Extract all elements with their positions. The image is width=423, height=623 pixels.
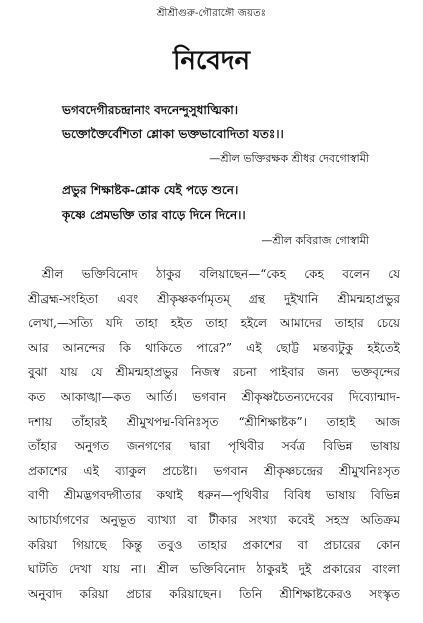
- body-line: করিয়া গিয়াছে কিন্তু তবুও তাহার প্রকাশের বা প্রচারের কোন: [28, 537, 400, 552]
- body-line: শ্রীল ভক্তিবিনোদ ঠাকুর বলিয়াছেন—“কেহ কেহ বলেন যে: [42, 267, 400, 281]
- body-line: অনুবাদ করিয়া প্রচার করিয়াছেন। তিনি শ্রীশিক্ষাষ্টকেরও সংস্কৃত: [28, 586, 400, 601]
- body-line: তাঁহার অনুগত জনগণের দ্বারা পৃথিবীর সর্বত্র বিভিন্ন ভাষায়: [28, 439, 400, 454]
- verse-2-attribution: —শ্রীল কবিরাজ গোস্বামী: [261, 234, 369, 247]
- verse-1-line-2: ভক্তোক্তৈর্বেশিতা শ্লোকা ভক্তভাবোদিতা যতঃ।।: [62, 127, 284, 141]
- verse-2-line-1: প্রভুর শিক্ষাষ্টক-শ্লোক যেই পড়ে শুনে।: [62, 183, 239, 197]
- body-paragraph: [28, 262, 400, 606]
- body-line: শ্রীব্রহ্ম-সংহিতা এবং শ্রীকৃষ্ণকর্ণামৃতম্ গ্রন্থ দুইখানি শ্রীমন্মহাপ্রভুর: [28, 291, 400, 306]
- body-line: বাণী শ্রীমদ্ভগবদ্গীতার কথাই ধরুন—পৃথিবীর বিবিধ ভাষায় বিভিন্ন: [28, 488, 400, 503]
- body-line: ঘাটতি দেখা যায় না। শ্রীল ভক্তিবিনোদ ঠাকুরই দুই প্রকারের বাংলা: [28, 562, 400, 577]
- body-line: আচার্য্যগণের অনুভূত ব্যাখ্যা বা টীকার সংখ্যা কবেই সহস্র অতিক্রম: [28, 512, 400, 527]
- body-line: লেখা,—সত্যি যদি তাহা হইত তাহা হইলে আমাদের তাহার চেয়ে: [28, 316, 400, 331]
- body-line: আর আনন্দের কি থাকিতে পারে?” এই ছোট্ট মন্তব্যটুকু হইতেই: [28, 340, 400, 355]
- body-line: প্রকাশের এই ব্যাকুল প্রচেষ্টা। ভগবান শ্রীকৃষ্ণচন্দ্রের শ্রীমুখনিঃসৃত: [28, 463, 400, 478]
- body-line: বুঝা যায় যে শ্রীমন্মহাপ্রভুর নিজস্ব রচনা পাইবার জন্য ভক্তবৃন্দের: [28, 365, 400, 380]
- verse-1-attribution: —শ্রীল ভক্তিরক্ষক শ্রীধর দেবগোস্বামী: [209, 152, 369, 165]
- verse-1-line-1: ভগবদেগীরচন্দ্রানাং বদনেন্দুসুধাত্মিকা।: [62, 103, 239, 117]
- verse-2-line-2: কৃষ্ণে প্রেমভক্তি তার বাড়ে দিনে দিনে।।: [62, 208, 246, 222]
- invocation-header: শ্রীশ্রীগুরু-গৌরাঙ্গৌ জয়তঃ: [156, 8, 267, 19]
- page-title: নিবেদন: [172, 46, 251, 76]
- body-line: কত আকাঙ্খা—কত আর্তি। ভগবান শ্রীকৃষ্ণচৈতন্যদেবের দিব্যোন্মাদ-: [28, 389, 400, 404]
- body-line: দশায় তাঁহারই শ্রীমুখপদ্ম-বিনিঃসৃত “শ্রীশিক্ষাষ্টক”। তাহাই আজ: [28, 414, 400, 429]
